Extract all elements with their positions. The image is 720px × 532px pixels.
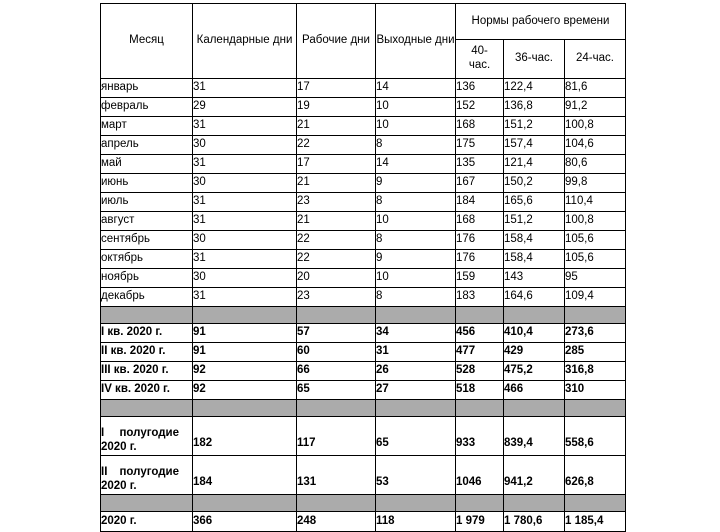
cell-working-days: 19 bbox=[297, 98, 376, 117]
table-row bbox=[101, 417, 626, 456]
table-row bbox=[101, 288, 626, 307]
cell-working-days: 22 bbox=[297, 231, 376, 250]
header-month: Месяц bbox=[101, 4, 193, 79]
cell-working-days: 21 bbox=[297, 117, 376, 136]
table-row bbox=[101, 343, 626, 362]
cell-calendar-days: 30 bbox=[193, 269, 297, 288]
separator-cell bbox=[101, 400, 193, 417]
cell-norm-36: 143 bbox=[504, 269, 565, 288]
row-label: май bbox=[101, 155, 193, 174]
header-working-days: Рабочие дни bbox=[297, 4, 376, 79]
cell-norm-36: 1 780,6 bbox=[504, 512, 565, 532]
row-label bbox=[101, 417, 193, 456]
cell-calendar-days: 31 bbox=[193, 250, 297, 269]
cell-calendar-days: 366 bbox=[193, 512, 297, 532]
separator-cell bbox=[297, 400, 376, 417]
cell-norm-24: 109,4 bbox=[565, 288, 626, 307]
separator-cell bbox=[376, 495, 456, 512]
cell-working-days: 20 bbox=[297, 269, 376, 288]
cell-norm-36: 158,4 bbox=[504, 250, 565, 269]
cell-working-days: 23 bbox=[297, 288, 376, 307]
section-separator-row bbox=[101, 495, 626, 512]
row-label bbox=[101, 456, 193, 495]
separator-cell bbox=[297, 495, 376, 512]
cell-working-days: 17 bbox=[297, 79, 376, 98]
separator-cell bbox=[376, 307, 456, 324]
separator-cell bbox=[504, 400, 565, 417]
cell-calendar-days: 182 bbox=[193, 417, 297, 456]
cell-calendar-days: 30 bbox=[193, 231, 297, 250]
cell-norm-24: 110,4 bbox=[565, 193, 626, 212]
cell-working-days: 117 bbox=[297, 417, 376, 456]
header-days-off: Выходные дни bbox=[376, 4, 456, 79]
table-row bbox=[101, 98, 626, 117]
cell-norm-24: 626,8 bbox=[565, 456, 626, 495]
cell-norm-24: 91,2 bbox=[565, 98, 626, 117]
header-norm-36: 36-час. bbox=[504, 40, 565, 79]
header-norm-40-line1: 40- bbox=[471, 45, 488, 58]
table-row bbox=[101, 155, 626, 174]
cell-calendar-days: 91 bbox=[193, 324, 297, 343]
row-label-line1 bbox=[101, 466, 179, 480]
cell-calendar-days: 92 bbox=[193, 381, 297, 400]
cell-days-off: 9 bbox=[376, 174, 456, 193]
cell-norm-36: 429 bbox=[504, 343, 565, 362]
cell-norm-36: 165,6 bbox=[504, 193, 565, 212]
row-label: II кв. 2020 г. bbox=[101, 343, 193, 362]
cell-days-off: 8 bbox=[376, 136, 456, 155]
cell-calendar-days: 31 bbox=[193, 155, 297, 174]
cell-norm-24: 100,8 bbox=[565, 212, 626, 231]
row-label: III кв. 2020 г. bbox=[101, 362, 193, 381]
table-row bbox=[101, 512, 626, 532]
cell-norm-40: 1046 bbox=[456, 456, 504, 495]
production-calendar-table-wrapper bbox=[100, 3, 625, 532]
separator-cell bbox=[101, 495, 193, 512]
separator-cell bbox=[297, 307, 376, 324]
row-label: январь bbox=[101, 79, 193, 98]
header-norms-group: Нормы рабочего времени bbox=[456, 4, 626, 40]
cell-days-off: 9 bbox=[376, 250, 456, 269]
cell-norm-40: 456 bbox=[456, 324, 504, 343]
table-row bbox=[101, 324, 626, 343]
cell-working-days: 22 bbox=[297, 136, 376, 155]
header-norm-40 bbox=[456, 40, 504, 79]
cell-working-days: 131 bbox=[297, 456, 376, 495]
cell-norm-36: 151,2 bbox=[504, 117, 565, 136]
separator-cell bbox=[101, 307, 193, 324]
separator-cell bbox=[504, 495, 565, 512]
cell-norm-24: 104,6 bbox=[565, 136, 626, 155]
cell-norm-24: 95 bbox=[565, 269, 626, 288]
cell-norm-24: 285 bbox=[565, 343, 626, 362]
cell-calendar-days: 31 bbox=[193, 117, 297, 136]
cell-norm-24: 99,8 bbox=[565, 174, 626, 193]
cell-norm-24: 105,6 bbox=[565, 250, 626, 269]
cell-working-days: 60 bbox=[297, 343, 376, 362]
cell-days-off: 8 bbox=[376, 288, 456, 307]
cell-norm-24: 81,6 bbox=[565, 79, 626, 98]
row-label: I кв. 2020 г. bbox=[101, 324, 193, 343]
cell-working-days: 65 bbox=[297, 381, 376, 400]
table-row bbox=[101, 250, 626, 269]
row-label-line1 bbox=[101, 427, 179, 441]
header-norm-40-line2: час. bbox=[468, 59, 491, 71]
table-body bbox=[101, 79, 626, 532]
row-label: IV кв. 2020 г. bbox=[101, 381, 193, 400]
separator-cell bbox=[193, 400, 297, 417]
cell-norm-24: 100,8 bbox=[565, 117, 626, 136]
cell-norm-40: 528 bbox=[456, 362, 504, 381]
cell-norm-40: 176 bbox=[456, 250, 504, 269]
cell-norm-36: 410,4 bbox=[504, 324, 565, 343]
cell-days-off: 65 bbox=[376, 417, 456, 456]
cell-days-off: 14 bbox=[376, 79, 456, 98]
separator-cell bbox=[456, 495, 504, 512]
cell-norm-40: 152 bbox=[456, 98, 504, 117]
cell-calendar-days: 31 bbox=[193, 193, 297, 212]
half-word: полугодие bbox=[119, 465, 179, 478]
section-separator-row bbox=[101, 307, 626, 324]
cell-calendar-days: 31 bbox=[193, 288, 297, 307]
cell-days-off: 27 bbox=[376, 381, 456, 400]
row-label: октябрь bbox=[101, 250, 193, 269]
half-word: полугодие bbox=[119, 426, 179, 439]
cell-calendar-days: 92 bbox=[193, 362, 297, 381]
cell-days-off: 34 bbox=[376, 324, 456, 343]
cell-working-days: 57 bbox=[297, 324, 376, 343]
cell-calendar-days: 91 bbox=[193, 343, 297, 362]
cell-working-days: 66 bbox=[297, 362, 376, 381]
row-label: сентябрь bbox=[101, 231, 193, 250]
cell-calendar-days: 30 bbox=[193, 174, 297, 193]
production-calendar-table bbox=[100, 3, 626, 532]
cell-norm-40: 518 bbox=[456, 381, 504, 400]
cell-norm-36: 157,4 bbox=[504, 136, 565, 155]
table-row bbox=[101, 193, 626, 212]
cell-norm-24: 310 bbox=[565, 381, 626, 400]
cell-days-off: 10 bbox=[376, 98, 456, 117]
separator-cell bbox=[376, 400, 456, 417]
row-label: ноябрь bbox=[101, 269, 193, 288]
cell-working-days: 248 bbox=[297, 512, 376, 532]
table-row bbox=[101, 117, 626, 136]
table-header bbox=[101, 4, 626, 79]
cell-days-off: 118 bbox=[376, 512, 456, 532]
cell-days-off: 14 bbox=[376, 155, 456, 174]
section-separator-row bbox=[101, 400, 626, 417]
table-row bbox=[101, 231, 626, 250]
cell-calendar-days: 31 bbox=[193, 79, 297, 98]
cell-norm-40: 136 bbox=[456, 79, 504, 98]
cell-norm-24: 105,6 bbox=[565, 231, 626, 250]
cell-days-off: 8 bbox=[376, 231, 456, 250]
table-row bbox=[101, 174, 626, 193]
cell-norm-24: 558,6 bbox=[565, 417, 626, 456]
cell-norm-24: 1 185,4 bbox=[565, 512, 626, 532]
header-norm-24: 24-час. bbox=[565, 40, 626, 79]
row-label: апрель bbox=[101, 136, 193, 155]
separator-cell bbox=[456, 307, 504, 324]
cell-working-days: 22 bbox=[297, 250, 376, 269]
cell-norm-24: 316,8 bbox=[565, 362, 626, 381]
header-calendar-days: Календарные дни bbox=[193, 4, 297, 79]
row-label: июнь bbox=[101, 174, 193, 193]
cell-norm-36: 121,4 bbox=[504, 155, 565, 174]
row-label-line2: 2020 г. bbox=[101, 480, 137, 493]
cell-norm-36: 150,2 bbox=[504, 174, 565, 193]
cell-norm-36: 941,2 bbox=[504, 456, 565, 495]
cell-norm-36: 475,2 bbox=[504, 362, 565, 381]
cell-norm-40: 176 bbox=[456, 231, 504, 250]
separator-cell bbox=[504, 307, 565, 324]
cell-norm-40: 477 bbox=[456, 343, 504, 362]
separator-cell bbox=[565, 400, 626, 417]
table-row bbox=[101, 136, 626, 155]
separator-cell bbox=[565, 307, 626, 324]
table-row bbox=[101, 456, 626, 495]
cell-norm-40: 183 bbox=[456, 288, 504, 307]
cell-norm-36: 164,6 bbox=[504, 288, 565, 307]
cell-working-days: 17 bbox=[297, 155, 376, 174]
cell-norm-40: 184 bbox=[456, 193, 504, 212]
cell-norm-36: 158,4 bbox=[504, 231, 565, 250]
cell-days-off: 53 bbox=[376, 456, 456, 495]
cell-days-off: 10 bbox=[376, 117, 456, 136]
cell-days-off: 10 bbox=[376, 269, 456, 288]
cell-norm-36: 151,2 bbox=[504, 212, 565, 231]
table-row bbox=[101, 362, 626, 381]
row-label: 2020 г. bbox=[101, 512, 193, 532]
cell-calendar-days: 184 bbox=[193, 456, 297, 495]
cell-days-off: 10 bbox=[376, 212, 456, 231]
cell-norm-40: 135 bbox=[456, 155, 504, 174]
cell-norm-40: 1 979 bbox=[456, 512, 504, 532]
table-row bbox=[101, 381, 626, 400]
cell-days-off: 26 bbox=[376, 362, 456, 381]
row-label: декабрь bbox=[101, 288, 193, 307]
table-row bbox=[101, 212, 626, 231]
cell-norm-40: 167 bbox=[456, 174, 504, 193]
cell-norm-24: 273,6 bbox=[565, 324, 626, 343]
separator-cell bbox=[193, 495, 297, 512]
row-label-line2: 2020 г. bbox=[101, 441, 137, 454]
cell-working-days: 21 bbox=[297, 174, 376, 193]
cell-norm-40: 168 bbox=[456, 212, 504, 231]
separator-cell bbox=[456, 400, 504, 417]
cell-days-off: 8 bbox=[376, 193, 456, 212]
cell-working-days: 21 bbox=[297, 212, 376, 231]
cell-norm-36: 839,4 bbox=[504, 417, 565, 456]
half-roman: I bbox=[101, 426, 105, 439]
table-row bbox=[101, 269, 626, 288]
cell-norm-40: 175 bbox=[456, 136, 504, 155]
cell-calendar-days: 30 bbox=[193, 136, 297, 155]
cell-working-days: 23 bbox=[297, 193, 376, 212]
cell-norm-36: 466 bbox=[504, 381, 565, 400]
cell-days-off: 31 bbox=[376, 343, 456, 362]
table-row bbox=[101, 79, 626, 98]
cell-calendar-days: 31 bbox=[193, 212, 297, 231]
cell-calendar-days: 29 bbox=[193, 98, 297, 117]
row-label: июль bbox=[101, 193, 193, 212]
header-row-top bbox=[101, 4, 626, 40]
cell-norm-40: 159 bbox=[456, 269, 504, 288]
cell-norm-40: 933 bbox=[456, 417, 504, 456]
cell-norm-40: 168 bbox=[456, 117, 504, 136]
row-label: февраль bbox=[101, 98, 193, 117]
cell-norm-36: 136,8 bbox=[504, 98, 565, 117]
half-roman: II bbox=[101, 465, 108, 478]
row-label: август bbox=[101, 212, 193, 231]
separator-cell bbox=[565, 495, 626, 512]
cell-norm-36: 122,4 bbox=[504, 79, 565, 98]
separator-cell bbox=[193, 307, 297, 324]
row-label: март bbox=[101, 117, 193, 136]
cell-norm-24: 80,6 bbox=[565, 155, 626, 174]
